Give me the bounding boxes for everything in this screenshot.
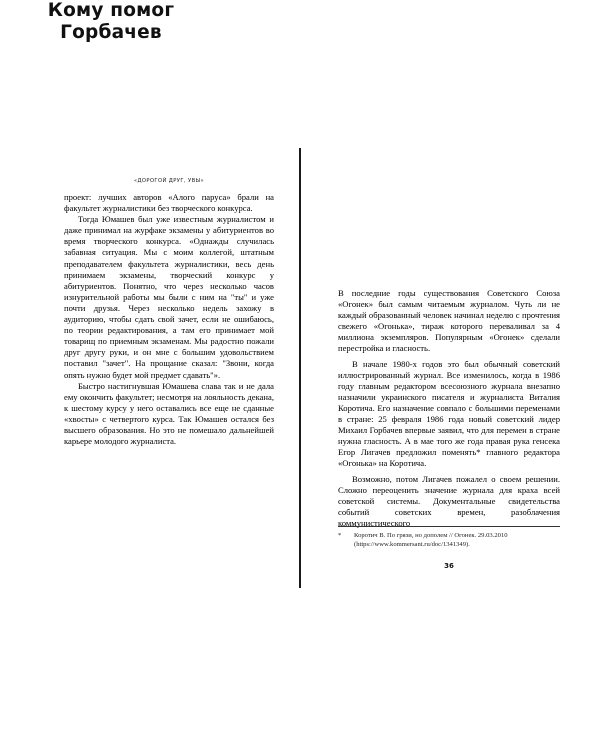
- running-head: «ДОРОГОЙ ДРУГ, УВЫ»: [133, 178, 205, 184]
- footnote-text: Коротич В. По грязи, но дополем // Огонек. 29.03.2010 (https://www.kommersant.ru/doc/1341349).: [354, 532, 508, 548]
- footnote: [338, 531, 560, 549]
- page-number: 36: [444, 562, 454, 570]
- footnote-rule: [338, 526, 560, 527]
- paragraph: Тогда Юмашев был уже известным журналистом и даже принимал на журфаке экзамены у абитуриентов во время творческого конкурса. «Однажды случилась забавная ситуация. Мы с моим коллегой, штатным преподавателем факультета журналистики, весь день принимаем экзамены, творческий конкурс у абитуриентов. Понятно, что через несколько часов изнурительной работы мы были с ним на "ты" и уже почти друзья. Через несколько недель захожу в аудиторию, чтобы сдать свой зачет, если не ошибаюсь, по теории редактирования, а там его принимает мой товарищ по приемным экзаменам. Мы радостно пожали друг другу руки, и он мне с большим удовольствием поставил "зачет". На прощание сказал: "Звони, когда опять нужно будет мой предмет сдавать"».: [64, 214, 274, 380]
- left-page-text: [64, 192, 274, 447]
- paragraph: проект: лучших авторов «Алого паруса» брали на факультет журналистики без творческого конкурса.: [64, 192, 274, 214]
- footnote-mark: *: [338, 532, 342, 539]
- paragraph: Возможно, потом Лигачев пожалел о своем решении. Сложно переоценить значение журнала для краха всей советской системы. Документальные свидетельства событий советских времен, разоблачения коммунистического: [338, 473, 560, 528]
- paragraph: Быстро настигнувшая Юмашева слава так и не дала ему окончить факультет; несмотря на лояльность декана, к шестому курсу у него оставались все еще не сданные «хвосты» с четвертого курса. Так Юмашев остался без высшего образования. Но это не помешало дальнейшей карьере молодого журналиста.: [64, 380, 274, 447]
- right-page-text: [338, 288, 560, 529]
- right-page-header: [0, 0, 222, 44]
- chapter-title: Кому помог Горбачев: [47, 0, 175, 43]
- paragraph: В начале 1980-х годов это был обычный советский иллюстрированный журнал. Все изменилось, когда в 1986 году главным редактором всесоюзного журнала внезапно назначили украинского писателя и журналиста Виталия Коротича. Его назначение совпало с большими переменами в стране: 25 февраля 1986 года новый советский лидер Михаил Горбачев впервые заявил, что для перемен в стране нужна гласность. А в мае того же года правая рука генсека Егор Лигачев предложил поменять* главного редактора «Огонька» на Коротича.: [338, 358, 560, 469]
- paragraph: В последние годы существования Советского Союза «Огонек» был самым читаемым журналом. Чуть ли не каждый образованный человек начинал неделю с прочтения свежего «Огонька», тираж которого переваливал за 4 миллиона экземпляров. Популярным «Огонек» сделали перестройка и гласность.: [338, 288, 560, 354]
- page-gutter-divider: [299, 148, 301, 588]
